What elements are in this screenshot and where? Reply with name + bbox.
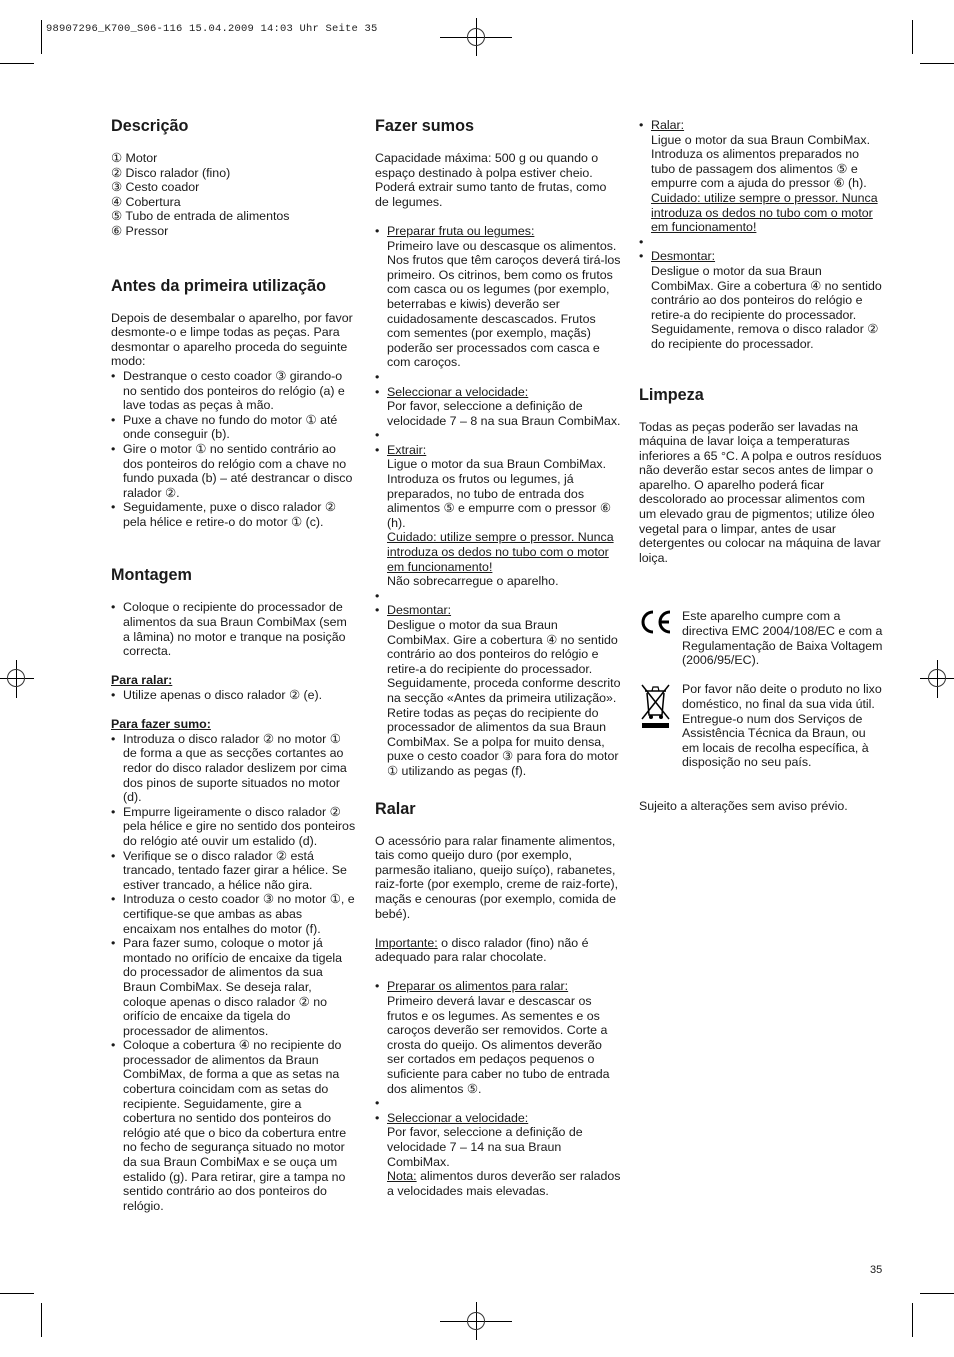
list-item bbox=[639, 249, 883, 351]
parts-item: ④ Cobertura bbox=[111, 194, 181, 209]
parts-list bbox=[111, 151, 357, 239]
bullet-list bbox=[111, 688, 357, 703]
print-slug: 98907296_K700_S06-116 15.04.2009 14:03 Uhr Seite 35 bbox=[46, 23, 378, 35]
step-label: Seleccionar a velocidade: bbox=[387, 384, 529, 399]
bullet-list bbox=[111, 600, 357, 658]
ce-mark-icon bbox=[639, 609, 672, 667]
step-text: Ligue o motor da sua Braun CombiMax. Introduza os alimentos preparados no tubo de passagem dos alimentos ⑤ e empurre com a ajuda do pressor ⑥ (h). bbox=[651, 132, 871, 191]
weee-text: Por favor não deite o produto no lixo doméstico, no final da sua vida útil. Entregue-o num dos Serviços de Assistência Técnica da Braun, ou em locais de recolha específica, à disposição no seu país. bbox=[682, 682, 882, 770]
step-text: Por favor, seleccione a definição de velocidade 7 – 8 na sua Braun CombiMax. bbox=[387, 399, 621, 428]
section-title-limpeza: Limpeza bbox=[639, 385, 704, 404]
step-text: Desligue o motor da sua Braun CombiMax. Gire a cobertura ④ no sentido contrário ao dos ponteiros do relógio e retire-a do recipiente do processador. Seguidamente, remova o disco ralador ② do recipiente do processador. bbox=[651, 263, 882, 351]
list-item: • Para fazer sumo, coloque o motor já montado no orifício de encaixe da tigela do processador de alimentos da sua Braun CombiMax. Se deseja ralar, coloque apenas o disco ralador ② no orifício de encaixe da tigela do processador de alimentos. bbox=[111, 936, 357, 1038]
list-item: • Introduza o cesto coador ③ no motor ①, e certifique-se que ambas as abas encaixam nos entalhes do motor (f). bbox=[111, 892, 357, 936]
step-label: Seleccionar a velocidade: bbox=[387, 1110, 529, 1125]
crop-mark bbox=[0, 1293, 34, 1294]
step-text: Desligue o motor da sua Braun CombiMax. Gire a cobertura ④ no sentido contrário ao dos ponteiros do relógio e retire-a do recipiente do processador. Seguidamente, proceda conforme descrito na secção «Antes da primeira utilização». Retire todas as peças do recipiente do processador de alimentos da sua Braun CombiMax. Se a polpa for muito densa, puxe o cesto coador ③ para fora do motor ① utilizando as pegas (f). bbox=[387, 618, 621, 778]
crop-mark bbox=[41, 1303, 42, 1337]
list-item: • Verifique se o disco ralador ② está trancado, tentado fazer girar a hélice. Se estiver trancado, a hélice não gira. bbox=[111, 849, 357, 893]
subheading: Para ralar: bbox=[111, 673, 173, 688]
paragraph: Capacidade máxima: 500 g ou quando o espaço destinado à polpa estiver cheio. Poderá extrair sumo tanto de frutas, como de legumes. bbox=[375, 151, 607, 209]
step-label: Preparar os alimentos para ralar: bbox=[387, 979, 569, 994]
section-title-ralar: Ralar bbox=[375, 799, 416, 818]
step-text: Primeiro deverá lavar e descascar os frutos e os legumes. As sementes e os caroços deverão ser removidos. Corte a crosta do queijo. Os alimentos deverão ser cortados em pedaços pequenos o suficiente para caber no tubo de entrada dos alimentos ⑤. bbox=[387, 994, 610, 1096]
note-text: alimentos duros deverão ser ralados a velocidades mais elevadas. bbox=[387, 1169, 621, 1198]
list-item bbox=[375, 443, 621, 589]
ce-notice bbox=[639, 609, 883, 667]
subheading: Para fazer sumo: bbox=[111, 717, 211, 732]
paragraph bbox=[375, 936, 621, 965]
footer-note: Sujeito a alterações sem aviso prévio. bbox=[639, 798, 848, 813]
parts-item: ① Motor bbox=[111, 151, 158, 165]
crop-mark bbox=[920, 1293, 954, 1294]
list-item bbox=[375, 385, 621, 429]
column-middle bbox=[375, 116, 621, 1198]
list-item: • Empurre ligeiramente o disco ralador ② pela hélice e gire no sentido dos ponteiros do relógio até ouvir um estalido (d). bbox=[111, 805, 357, 849]
step-label: Desmontar: bbox=[387, 603, 452, 618]
column-right bbox=[639, 118, 883, 814]
section-title-descricao: Descrição bbox=[111, 117, 189, 135]
bullet-list bbox=[375, 224, 621, 779]
crop-mark bbox=[0, 63, 34, 64]
page-number: 35 bbox=[870, 1264, 883, 1276]
step-label: Ralar: bbox=[651, 118, 685, 132]
crop-mark bbox=[912, 20, 913, 54]
list-item bbox=[375, 603, 621, 778]
section-title-sumos: Fazer sumos bbox=[375, 117, 474, 135]
paragraph: O acessório para ralar finamente alimentos, tais como queijo duro (por exemplo, parmesão italiano, queijo suíço), rabanetes, raiz-forte (por exemplo, creme de raiz-forte), maçãs e cenouras (por exemplo, comida de bebé). bbox=[375, 833, 619, 921]
bullet-list bbox=[375, 979, 621, 1198]
warning-text: Cuidado: utilize sempre o pressor. Nunca introduza os dedos no tubo com o motor em funcionamento! bbox=[387, 530, 614, 574]
list-item bbox=[375, 1111, 621, 1199]
list-item: • Introduza o disco ralador ② no motor ① de forma a que as secções cortantes ao redor do disco ralador deslizem por cima dos pinos de suporte situados no motor (d). bbox=[111, 732, 357, 805]
crossed-bin-icon bbox=[639, 682, 672, 770]
step-text: Por favor, seleccione a definição de velocidade 7 – 14 na sua Braun CombiMax. bbox=[387, 1125, 583, 1169]
list-item bbox=[375, 224, 621, 370]
column-left bbox=[111, 116, 357, 1213]
parts-item: ③ Cesto coador bbox=[111, 180, 200, 195]
paragraph: Depois de desembalar o aparelho, por favor desmonte-o e limpe todas as peças. Para desmontar o aparelho proceda do seguinte modo: bbox=[111, 310, 353, 369]
parts-item: ② Disco ralador (fino) bbox=[111, 165, 231, 180]
bullet-list bbox=[111, 369, 357, 530]
list-item: • Destranque o cesto coador ③ girando-o no sentido dos ponteiros do relógio (a) e lave todas as peças à mão. bbox=[111, 369, 357, 413]
section-title-montagem: Montagem bbox=[111, 566, 192, 585]
list-item: • Utilize apenas o disco ralador ② (e). bbox=[111, 688, 357, 703]
important-text: o disco ralador (fino) não é adequado para ralar chocolate. bbox=[375, 935, 589, 965]
list-item: • Seguidamente, puxe o disco ralador ② pela hélice e retire-o do motor ① (c). bbox=[111, 500, 357, 529]
crop-mark bbox=[912, 1303, 913, 1337]
step-text: Não sobrecarregue o aparelho. bbox=[387, 574, 559, 589]
list-item: • Coloque a cobertura ④ no recipiente do processador de alimentos da Braun CombiMax, de forma a que as setas na cobertura coincidam com as setas do recipiente. Seguidamente, gire a cobertura no sentido dos ponteiros do relógio até que o bico da cobertura entre no fecho de segurança situado no motor da sua Braun CombiMax e se ouça um estalido (g). Para retirar, gire a tampa no sentido contrário ao dos ponteiros do relógio. bbox=[111, 1038, 357, 1213]
section-title-antes: Antes da primeira utilização bbox=[111, 276, 326, 295]
bullet-list bbox=[111, 732, 357, 1214]
bullet-list bbox=[639, 118, 883, 352]
parts-item: ⑤ Tubo de entrada de alimentos bbox=[111, 209, 290, 224]
list-item bbox=[375, 979, 621, 1096]
list-item: • Gire o motor ① no sentido contrário ao dos ponteiros do relógio com a chave no fundo puxada (b) – até destrancar o disco ralador ②. bbox=[111, 442, 357, 500]
step-text: Primeiro lave ou descasque os alimentos. Nos frutos que têm caroços deverá tirá-los primeiro. Os citrinos, bem como os frutos com casca ou os legumes (por exemplo, beterrabas e kiwis) deverão ser cuidadosamente descascados. Frutos com sementes (por exemplo, maçãs) poderão ser processados com casca e com caroços. bbox=[387, 238, 621, 370]
step-label: Preparar fruta ou legumes: bbox=[387, 223, 535, 238]
step-label: Desmontar: bbox=[651, 249, 716, 264]
list-item: • Puxe a chave no fundo do motor ① até onde conseguir (b). bbox=[111, 413, 357, 442]
step-label: Extrair: bbox=[387, 442, 427, 457]
crop-mark bbox=[920, 63, 954, 64]
warning-text: Cuidado: utilize sempre o pressor. Nunca introduza os dedos no tubo com o motor em funcionamento! bbox=[651, 190, 878, 235]
note-label: Nota: bbox=[387, 1169, 417, 1184]
ce-text: Este aparelho cumpre com a directiva EMC 2004/108/EC e com a Regulamentação de Baixa Voltagem (2006/95/EC). bbox=[682, 609, 883, 668]
parts-item: ⑥ Pressor bbox=[111, 223, 169, 238]
crop-mark bbox=[41, 20, 42, 54]
list-item: • Coloque o recipiente do processador de alimentos da sua Braun CombiMax (sem a lâmina) no motor e tranque na posição correcta. bbox=[111, 600, 357, 658]
step-text: Ligue o motor da sua Braun CombiMax. Introduza os frutos ou legumes, já preparados, no tubo de entrada dos alimentos ⑤ e empurre com o pressor ⑥ (h). bbox=[387, 457, 611, 530]
paragraph: Todas as peças poderão ser lavadas na máquina de lavar loiça a temperaturas inferiores a 65 °C. A polpa e outros resíduos não deverão estar secos antes de limpar o aparelho. O aparelho poderá ficar descolorado ao processar alimentos com um elevado grau de pigmentos; utilize óleo vegetal para o limpar, antes de usar detergentes ou colocar na máquina de lavar loiça. bbox=[639, 419, 882, 565]
important-label: Importante: bbox=[375, 935, 438, 950]
weee-notice bbox=[639, 682, 883, 770]
list-item bbox=[639, 118, 883, 235]
